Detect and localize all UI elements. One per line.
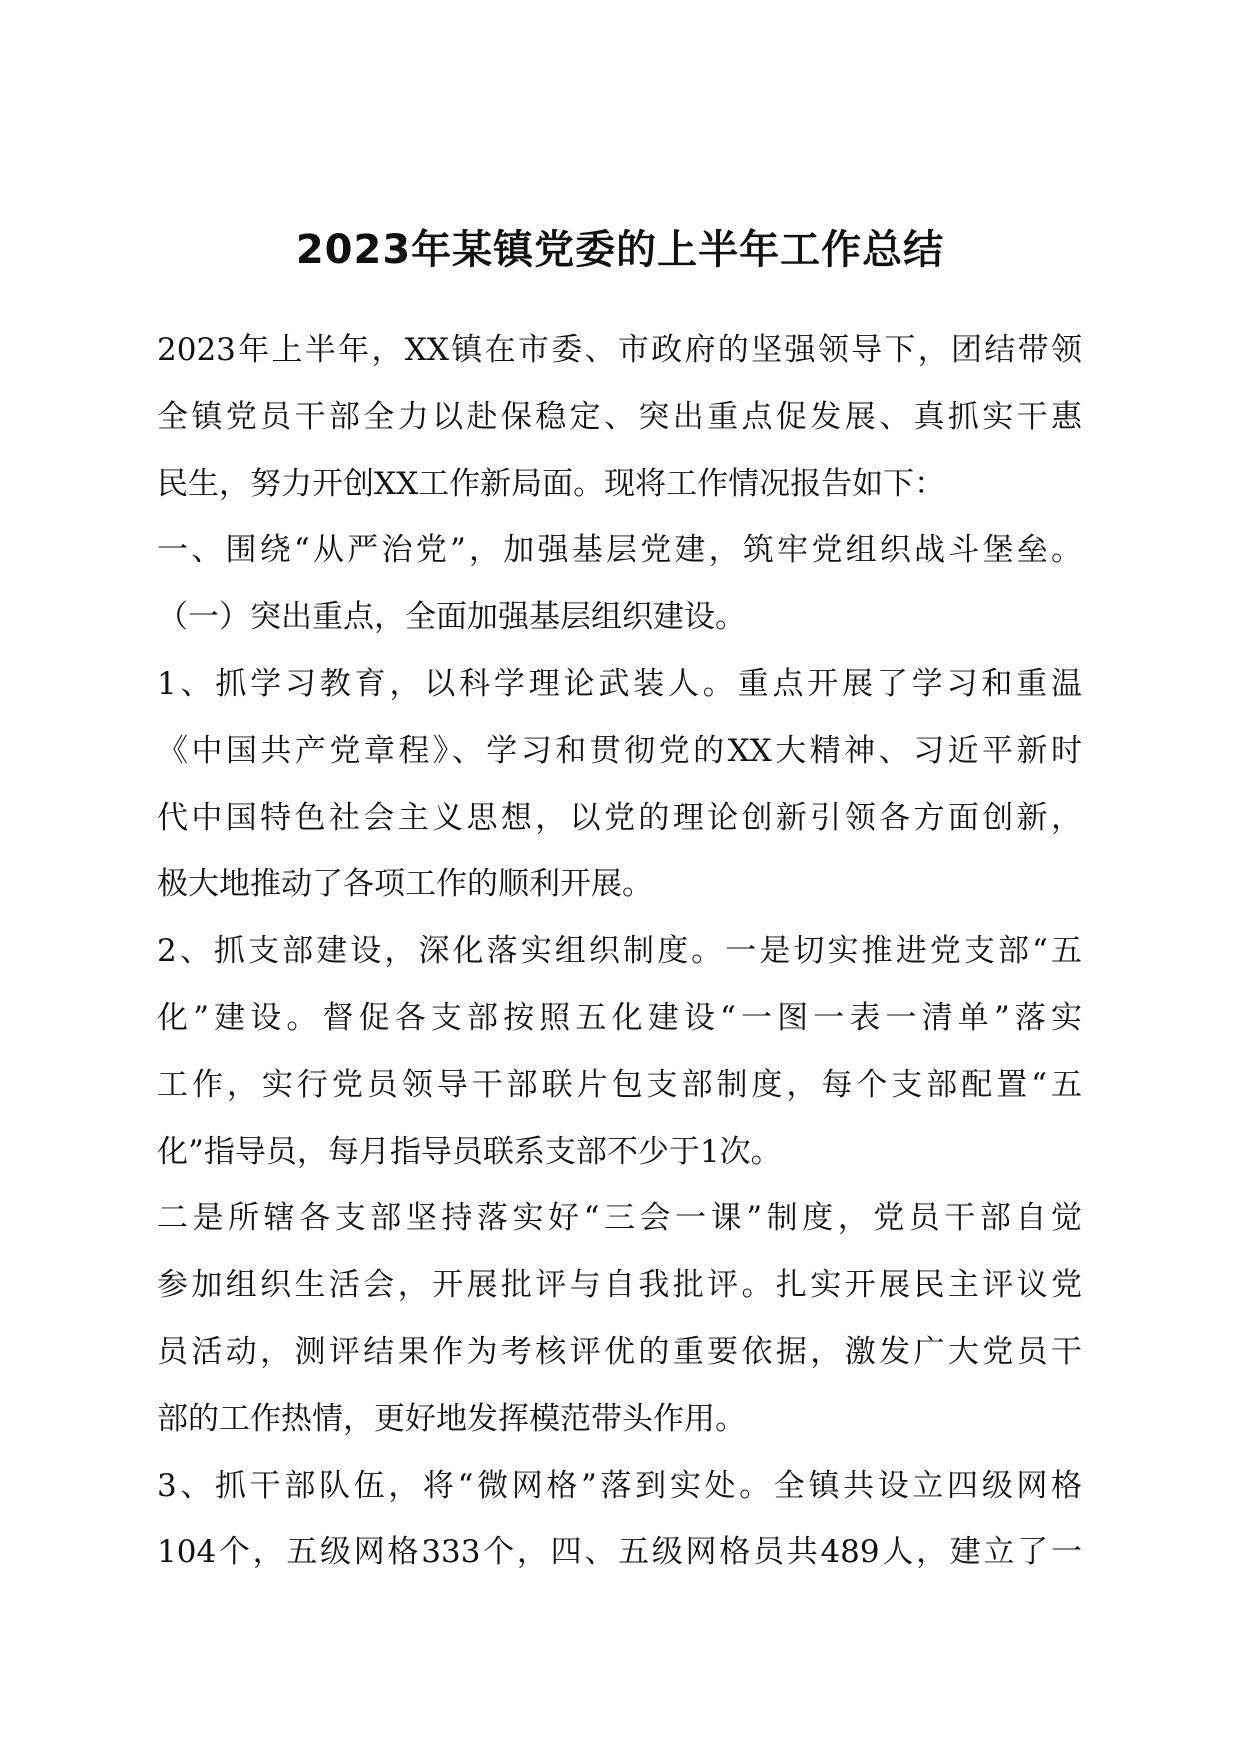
text-line-6: 1、抓学习教育，以科学理论武装人。重点开展了学习和重温 (157, 665, 1082, 702)
text-line-11: 化”建设。督促各支部按照五化建设“一图一表一清单”落实 (157, 999, 1082, 1036)
document-title: 2023年某镇党委的上半年工作总结 (295, 227, 945, 273)
text-line-17: 部的工作热情，更好地发挥模范带头作用。 (157, 1400, 746, 1437)
text-line-13: 化”指导员，每月指导员联系支部不少于1次。 (157, 1133, 782, 1170)
document-body (157, 317, 1082, 1586)
text-line-16: 员活动，测评结果作为考核评优的重要依据，激发广大党员干 (157, 1333, 1082, 1370)
text-line-10: 2、抓支部建设，深化落实组织制度。一是切实推进党支部“五 (157, 933, 1082, 970)
text-line-12: 工作，实行党员领导干部联片包支部制度，每个支部配置“五 (157, 1066, 1082, 1103)
text-line-1: 2023年上半年，XX镇在市委、市政府的坚强领导下，团结带领 (157, 332, 1082, 368)
text-line-18: 3、抓干部队伍，将“微网格”落到实处。全镇共设立四级网格 (157, 1467, 1082, 1504)
section-heading-1: 一、围绕“从严治党”，加强基层党建，筑牢党组织战斗堡垒。 (157, 532, 1082, 569)
text-line-2: 全镇党员干部全力以赴保稳定、突出重点促发展、真抓实干惠 (157, 398, 1082, 435)
text-line-7: 《中国共产党章程》、学习和贯彻党的XX大精神、习近平新时 (157, 732, 1082, 769)
text-line-3: 民生，努力开创XX工作新局面。现将工作情况报告如下： (157, 465, 946, 502)
subsection-heading-1: （一）突出重点，全面加强基层组织建设。 (157, 599, 746, 636)
text-line-14: 二是所辖各支部坚持落实好“三会一课”制度，党员干部自觉 (157, 1200, 1082, 1237)
text-line-9: 极大地推动了各项工作的顺利开展。 (157, 866, 653, 903)
text-line-15: 参加组织生活会，开展批评与自我批评。扎实开展民主评议党 (157, 1267, 1082, 1304)
text-line-8: 代中国特色社会主义思想，以党的理论创新引领各方面创新， (157, 799, 1082, 836)
text-line-19: 104个，五级网格333个，四、五级网格员共489人，建立了一 (157, 1534, 1082, 1571)
